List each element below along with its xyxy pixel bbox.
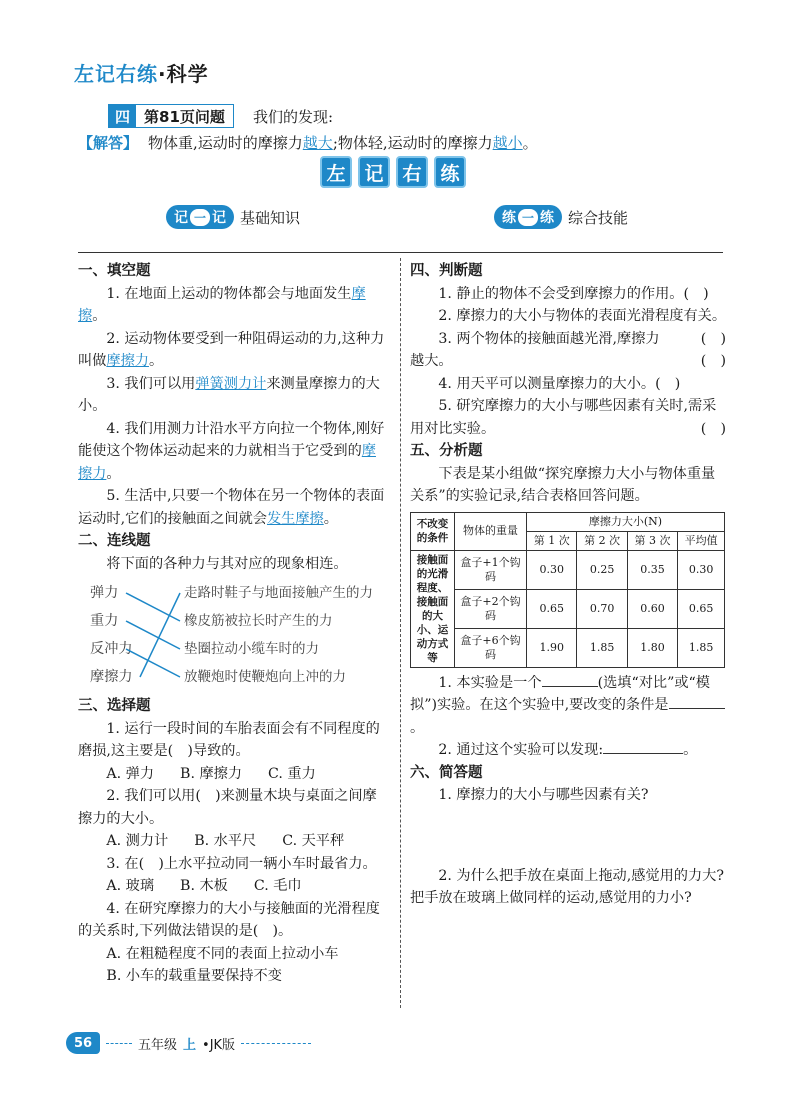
fill-q3: 3. 我们可以用弹簧测力计来测量摩擦力的大小。 [78,375,380,414]
answer-row [78,132,538,153]
title-dot: · [158,62,167,86]
footer-term: 上 [183,1037,197,1053]
fill-q2: 2. 运动物体要受到一种阻碍运动的力,这种力叫做摩擦力。 [78,330,385,369]
th-trial: 第 1 次 [527,531,577,550]
analysis-title: 五、分析题 [410,443,483,459]
question-label: 第81页问题 [144,107,225,126]
footer-edition: •JK版 [202,1037,236,1053]
value-cell: 1.85 [577,628,627,667]
short-title: 六、简答题 [410,764,483,781]
th-force: 摩擦力大小(N) [527,512,725,531]
book-title [74,58,209,87]
choice-q4: 4. 在研究摩擦力的大小与接触面的光滑程度的关系时,下列做法错误的是( )。 [78,900,380,939]
answer-key2: 越小 [492,134,523,152]
answer-tag: 【解答】 [78,134,139,152]
header-rule [78,252,723,253]
fill-q5: 5. 生活中,只要一个物体在另一个物体的表面运动时,它们的接触面之间就会发生摩擦。 [78,488,385,527]
choice-q1: 1. 运行一段时间的车胎表面会有不同程度的磨损,这主要是( )导致的。 [78,720,380,759]
weight-cell: 盒子+2个钩码 [455,589,527,628]
left-section-title: 基础知识 [240,208,301,227]
fill-title: 一、填空题 [78,263,151,279]
match-line [140,593,180,677]
judge-q2: 2. 摩擦力的大小与物体的表面光滑程度有关。 ( ) [438,308,727,347]
question-prompt: 我们的发现: [253,108,334,126]
match-area [78,577,390,695]
answer-space [410,807,726,865]
choice-q4-option-b: B. 小车的载重量要保持不变 [106,968,282,984]
right-column [410,260,726,910]
left-column [78,260,390,988]
value-cell: 1.85 [678,628,725,667]
phenomenon-item: 走路时鞋子与地面接触产生的力 [184,585,373,601]
phenomenon-item: 橡皮筋被拉长时产生的力 [184,613,333,629]
value-cell: 0.60 [627,589,677,628]
practice-pill: 练 一 练 [494,205,562,229]
value-cell: 0.70 [577,589,627,628]
weight-cell: 盒子+1个钩码 [455,550,527,589]
th-condition: 不改变的条件 [411,512,455,550]
phenomenon-item: 放鞭炮时使鞭炮向上冲的力 [184,669,346,685]
choice-title: 三、选择题 [78,698,151,714]
choice-q3: 3. 在( )上水平拉动同一辆小车时最省力。 [106,855,377,872]
force-item: 反冲力 [90,641,133,657]
th-trial: 第 3 次 [627,531,677,550]
judge-q1: 1. 静止的物体不会受到摩擦力的作用。( ) [438,285,709,302]
condition-cell: 接触面的光滑程度、接触面的大小、运动方式等 [411,550,455,667]
value-cell: 1.90 [527,628,577,667]
force-item: 重力 [90,613,119,629]
banner-char: 记 [358,156,390,188]
weight-cell: 盒子+6个钩码 [455,628,527,667]
th-weight: 物体的重量 [455,512,527,550]
match-line [126,649,180,677]
value-cell: 0.65 [527,589,577,628]
phenomenon-item: 垫圈拉动小缆车时的力 [184,641,319,657]
section-banner [320,156,466,188]
choice-q1-options: A. 弹力 B. 摩擦力 C. 重力 [106,765,316,782]
analysis-intro: 下表是某小组做“探究摩擦力大小与物体重量关系”的实验记录,结合表格回答问题。 [410,465,716,504]
judge-q4: 4. 用天平可以测量摩擦力的大小。( ) [438,375,681,392]
choice-q3-options: A. 玻璃 B. 木板 C. 毛巾 [106,878,302,894]
value-cell: 0.35 [627,550,677,589]
left-section-head [166,205,300,229]
right-section-title: 综合技能 [568,208,629,227]
th-average: 平均值 [678,531,725,550]
banner-char: 左 [320,156,352,188]
footer-dash [106,1043,132,1044]
force-item: 弹力 [90,585,119,601]
match-title: 二、连线题 [78,533,151,549]
page-footer [66,1032,311,1054]
footer-dash [241,1043,311,1044]
value-cell: 0.25 [577,550,627,589]
column-divider [400,258,401,1008]
question-number: 四 [109,105,136,127]
page-number: 56 [66,1032,100,1054]
analysis-q1: 1. 本实验是一个 (选填“对比”或“模拟”)实验。在这个实验中,要改变的条件是。 [410,672,726,740]
remember-pill: 记 一 记 [166,205,234,229]
right-section-head [494,205,628,229]
banner-char: 练 [434,156,466,188]
answer-key1: 越大 [302,134,333,152]
fill-q1: 1. 在地面上运动的物体都会与地面发生摩擦。 [78,285,366,324]
judge-q5: 5. 研究摩擦力的大小与哪些因素有关时,需采用对比实验。 ( ) [410,398,726,437]
value-cell: 1.80 [627,628,677,667]
match-intro: 将下面的各种力与其对应的现象相连。 [106,555,348,572]
short-q2: 2. 为什么把手放在桌面上拖动,感觉用的力大?把手放在玻璃上做同样的运动,感觉用的力小? [410,867,724,906]
subject-text: 科学 [166,62,209,86]
fill-q4: 4. 我们用测力计沿水平方向拉一个物体,刚好能使这个物体运动起来的力就相当于它受到的摩擦力。 [78,420,385,482]
choice-q4-option-a: A. 在粗糙程度不同的表面上拉动小车 [106,945,339,962]
choice-q2: 2. 我们可以用( )来测量木块与桌面之间摩擦力的大小。 [78,788,377,827]
force-item: 摩擦力 [90,669,133,685]
question-tag [108,104,234,128]
experiment-table [410,512,725,668]
judge-title: 四、判断题 [410,263,483,279]
banner-char: 右 [396,156,428,188]
th-trial: 第 2 次 [577,531,627,550]
match-line [126,593,180,621]
value-cell: 0.65 [678,589,725,628]
short-q1: 1. 摩擦力的大小与哪些因素有关? [438,787,649,803]
value-cell: 0.30 [527,550,577,589]
answer-text: 物体重,运动时的摩擦力越大;物体轻,运动时的摩擦力越小。 [148,134,538,152]
value-cell: 0.30 [678,550,725,589]
match-line [126,621,180,649]
choice-q2-options: A. 测力计 B. 水平尺 C. 天平秤 [106,833,345,849]
footer-grade: 五年级 [138,1037,178,1053]
judge-q3: 3. 两个物体的接触面越光滑,摩擦力越大。 ( ) [410,330,726,369]
analysis-q2: 2. 通过这个实验可以发现: 。 [438,742,698,758]
match-lines [78,577,390,695]
brand-text: 左记右练 [74,62,158,86]
